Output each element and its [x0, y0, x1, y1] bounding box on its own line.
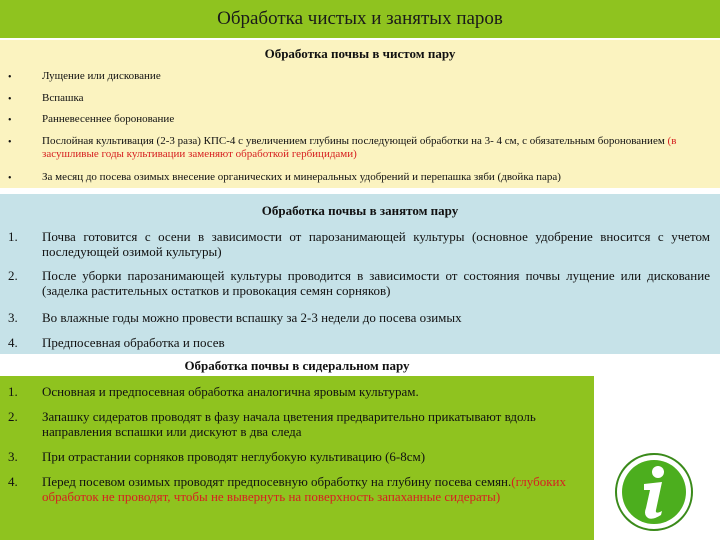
item-number: 1. [8, 384, 18, 399]
page-title: Обработка чистых и занятых паров [217, 8, 503, 29]
bullet: • [8, 94, 12, 105]
list-item-text: Послойная культивация (2-3 раза) КПС-4 с увеличением глубины последующей обработки на 3- 4 см, с обязательным боронованием [42, 135, 668, 147]
section-green-manure-fallow [0, 354, 594, 540]
item-number: 4. [8, 335, 18, 350]
list-item: При отрастании сорняков проводят неглубокую культивацию (6-8см) [42, 449, 426, 464]
list-item: Запашку сидератов проводят в фазу начала цветения предварительно прикатывают вдоль направления вспашки или дискуют в два следа [42, 409, 536, 439]
list-item: Во влажные годы можно провести вспашку за 2-3 недели до посева озимых [42, 310, 462, 325]
bullet: • [8, 72, 12, 83]
item-number: 2. [8, 409, 18, 424]
list-item: Лущение или дискование [42, 70, 161, 82]
bullet: • [8, 137, 12, 148]
list-item: После уборки парозанимающей культуры проводится в зависимости от состояния почвы лущение или дискование (заделка растительных остатков и провокация семян сорняков) [42, 268, 710, 298]
list-item-text: Перед посевом озимых проводят предпосевную обработку на глубину посева семян. [42, 474, 512, 489]
info-icon [614, 452, 694, 532]
list-item: Предпосевная обработка и посев [42, 335, 225, 350]
section3-heading: Обработка почвы в сидеральном пару [184, 358, 410, 373]
section1-heading: Обработка почвы в чистом пару [264, 46, 456, 61]
bullet: • [8, 173, 12, 184]
item-number: 2. [8, 268, 18, 283]
list-item-note: (в засушливые годы культивации заменяют обработкой гербицидами) [42, 135, 677, 160]
bullet: • [8, 115, 12, 126]
list-item: Почва готовится с осени в зависимости от парозанимающей культуры (основное удобрение вносится с учетом последующей озимой культуры) [42, 229, 710, 259]
list-item [42, 474, 587, 504]
list-item-note: (глубоких обработок не проводят, чтобы не вывернуть на поверхность запаханные сидераты) [42, 474, 566, 504]
item-number: 1. [8, 229, 18, 244]
section2-heading: Обработка почвы в занятом пару [261, 203, 459, 218]
list-item: Основная и предпосевная обработка аналогична яровым культурам. [42, 384, 419, 399]
title-bar [0, 0, 720, 38]
item-number: 3. [8, 449, 18, 464]
list-item: Вспашка [42, 92, 84, 104]
item-number: 3. [8, 310, 18, 325]
list-item: За месяц до посева озимых внесение органических и минеральных удобрений и перепашка зяби (двойка пара) [42, 171, 561, 183]
list-item: Ранневесеннее боронование [42, 113, 175, 125]
item-number: 4. [8, 474, 18, 489]
list-item [42, 135, 702, 161]
